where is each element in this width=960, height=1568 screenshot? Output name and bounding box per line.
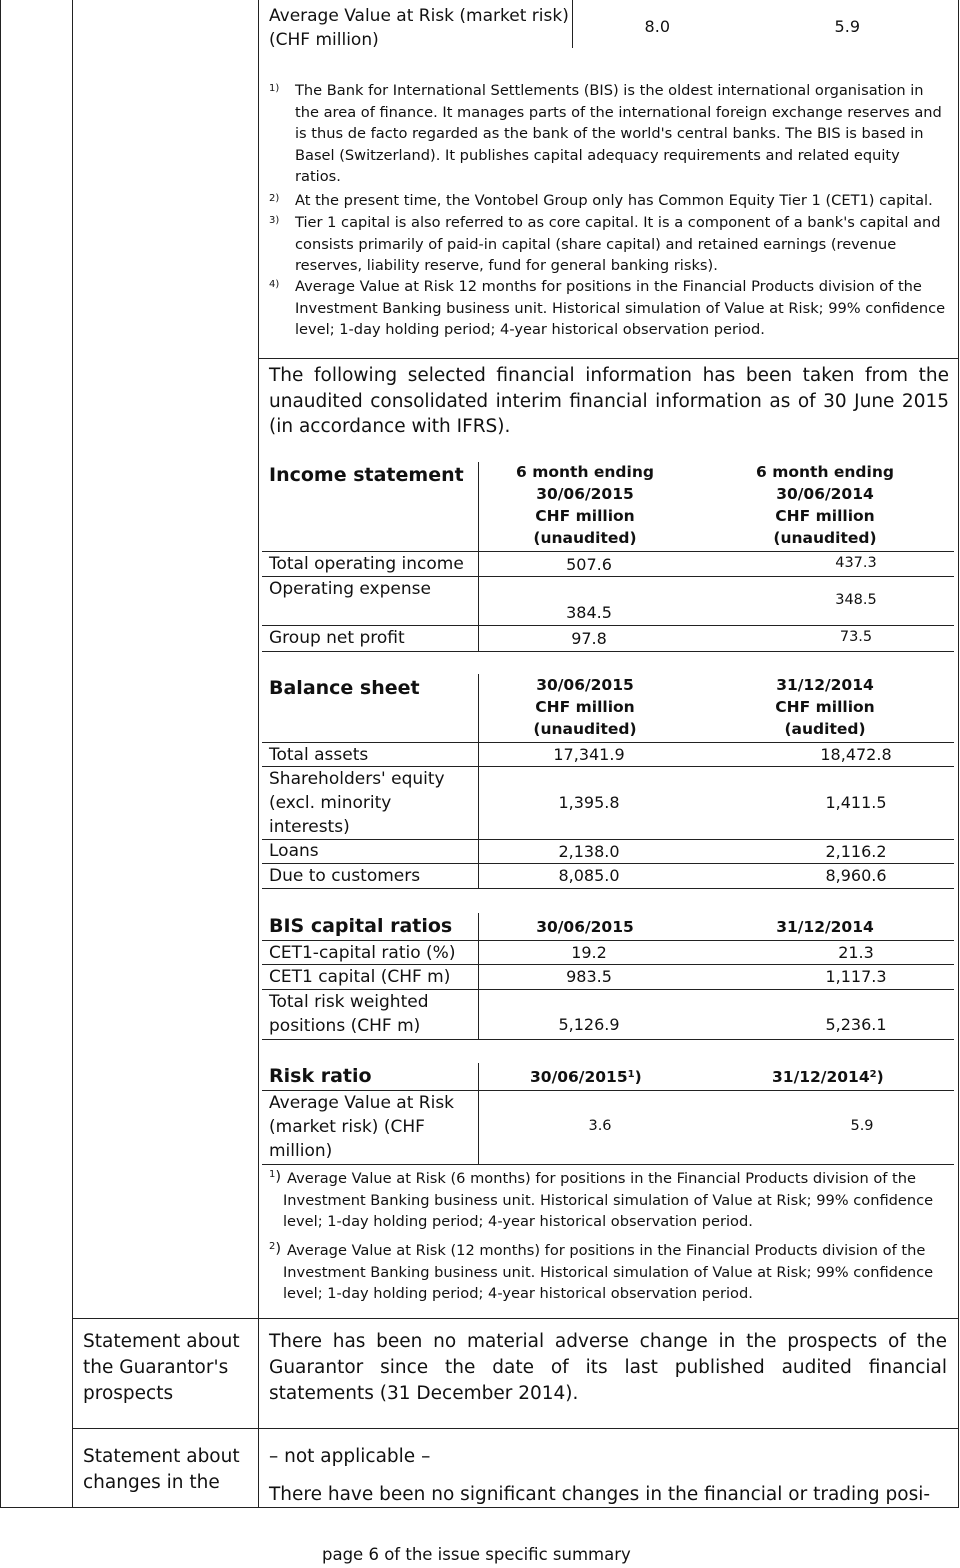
bis-rule-4	[262, 1039, 954, 1040]
balance-row-label: Shareholders' equity (excl. minority interests)	[269, 769, 445, 837]
bis-title: BIS capital ratios	[269, 915, 453, 937]
frame-row-line-2	[72, 1318, 959, 1319]
risk-h1	[495, 1066, 725, 1088]
changes-na: – not applicable –	[269, 1446, 431, 1467]
bis-h1: 30/06/2015	[536, 918, 634, 936]
balance-row-a: 8,085.0	[558, 866, 620, 885]
bis-row-a: 19.2	[571, 943, 607, 962]
risk-divider	[478, 1063, 479, 1165]
top-var-divider	[572, 0, 573, 48]
risk-h1-paren: )	[634, 1068, 642, 1086]
bis-row-label: CET1-capital ratio (%)	[269, 943, 456, 963]
footnote-3-mark: 3)	[269, 215, 280, 226]
income-row-b: 437.3	[835, 555, 877, 571]
income-row-b: 348.5	[835, 592, 877, 608]
risk-note-2-mark: $^2$)	[269, 1240, 282, 1257]
income-h1-line1: 6 month ending	[516, 463, 654, 481]
risk-h2-sup: 2	[869, 1069, 877, 1080]
balance-row-b: 8,960.6	[825, 866, 887, 885]
intro-paragraph: The following selected financial information has been taken from the unaudited consolidated interim financial information as of 30 June 2015 (in accordance with IFRS).	[269, 365, 949, 437]
income-h2-line3: CHF million	[775, 507, 875, 525]
bis-row-b: 5,236.1	[825, 1015, 887, 1034]
income-h2-line4: (unaudited)	[773, 529, 877, 547]
balance-h2-line3: (audited)	[784, 720, 866, 738]
page-footer: page 6 of the issue specific summary	[322, 1545, 631, 1564]
income-h1-line3: CHF million	[535, 507, 635, 525]
risk-note-1: Average Value at Risk (6 months) for positions in the Financial Products division of the Investment Banking business unit. Historical simulation of Value at Risk; 99% confidence level; 1-day holding period; 4-year historical observation period.	[283, 1170, 934, 1230]
risk-h2-date: 31/12/2014	[772, 1068, 870, 1086]
income-rule-4	[262, 651, 954, 652]
balance-row-label: Due to customers	[269, 866, 421, 886]
income-h1-line2: 30/06/2015	[536, 485, 634, 503]
footnote-4-mark: 4)	[269, 279, 280, 290]
risk-h1-sup: 1	[627, 1069, 635, 1080]
footnote-3: Tier 1 capital is also referred to as core capital. It is a component of a bank's capital and consists primarily of paid-in capital (share capital) and retained earnings (revenue reserves, liability reserve, fund for general banking risks).	[295, 214, 941, 274]
income-row-label: Total operating income	[269, 554, 464, 574]
income-title: Income statement	[269, 464, 464, 486]
bis-divider	[478, 913, 479, 1040]
prospects-text: There has been no material adverse change in the prospects of the Guarantor since the date of its last published audited financial statements (31 December 2014).	[269, 1331, 947, 1404]
bis-row-b: 1,117.3	[825, 967, 887, 986]
top-var-2014: 5.9	[834, 17, 860, 36]
income-row-b: 73.5	[839, 629, 873, 645]
footnote-2: At the present time, the Vontobel Group only has Common Equity Tier 1 (CET1) capital.	[295, 192, 933, 209]
risk-h1-date: 30/06/2015	[530, 1068, 628, 1086]
income-h2-line2: 30/06/2014	[776, 485, 874, 503]
balance-divider	[478, 674, 479, 889]
balance-h2-line2: CHF million	[775, 698, 875, 716]
balance-rule-3	[262, 839, 954, 840]
balance-row-b: 1,411.5	[825, 793, 887, 812]
balance-h1-line2: CHF million	[535, 698, 635, 716]
income-row-label: Operating expense	[269, 579, 431, 599]
risk-row-label: Average Value at Risk (market risk) (CHF million)	[269, 1093, 455, 1161]
balance-rule-5	[262, 888, 954, 889]
balance-row-a: 1,395.8	[558, 793, 620, 812]
frame-row-line-1	[258, 358, 959, 359]
risk-h2	[735, 1066, 935, 1088]
risk-title: Risk ratio	[269, 1065, 372, 1087]
risk-h2-paren: )	[876, 1068, 884, 1086]
risk-note-1-mark: $^1$)	[269, 1168, 282, 1185]
footnote-1-mark: 1)	[269, 83, 280, 94]
bis-row-label: CET1 capital (CHF m)	[269, 967, 451, 987]
balance-row-a: 2,138.0	[558, 842, 620, 861]
income-row-a: 507.6	[566, 555, 612, 574]
bis-row-label: Total risk weighted positions (CHF m)	[269, 992, 429, 1036]
balance-row-b: 18,472.8	[820, 745, 892, 764]
risk-row-b: 5.9	[850, 1118, 874, 1134]
balance-h2-line1: 31/12/2014	[776, 676, 874, 694]
footnote-2-mark: 2)	[269, 193, 280, 204]
prospects-label: Statement about the Guarantor's prospects	[83, 1331, 240, 1404]
risk-note-2: Average Value at Risk (12 months) for positions in the Financial Products division of the Investment Banking business unit. Historical simulation of Value at Risk; 99% confidence level; 1-day holding period; 4-year historical observation period.	[283, 1242, 934, 1302]
frame-row-line-3	[72, 1428, 959, 1429]
top-var-2015: 8.0	[644, 17, 670, 36]
balance-title: Balance sheet	[269, 677, 420, 699]
income-h2-line1: 6 month ending	[756, 463, 894, 481]
frame-col1	[72, 0, 73, 1508]
income-row-label: Group net profit	[269, 628, 405, 648]
balance-row-a: 17,341.9	[553, 745, 625, 764]
footnote-4: Average Value at Risk 12 months for positions in the Financial Products division of the Investment Banking business unit. Historical simulation of Value at Risk; 99% confidence level; 1-day holding period; 4-year historical observation period.	[295, 278, 946, 338]
frame-left	[0, 0, 1, 1508]
bis-row-a: 5,126.9	[558, 1015, 620, 1034]
frame-right	[958, 0, 959, 1508]
income-row-a: 384.5	[566, 603, 612, 622]
balance-row-b: 2,116.2	[825, 842, 887, 861]
changes-label: Statement about changes in the	[83, 1446, 240, 1493]
balance-row-label: Total assets	[269, 745, 369, 765]
income-h1-line4: (unaudited)	[533, 529, 637, 547]
income-divider	[478, 462, 479, 652]
income-row-a: 97.8	[571, 629, 607, 648]
frame-col2	[258, 0, 259, 1508]
risk-rule-2	[262, 1164, 954, 1165]
risk-row-a: 3.6	[588, 1118, 612, 1134]
footnote-1: The Bank for International Settlements (BIS) is the oldest international organisation in the area of finance. It manages parts of the international foreign exchange reserves and is thus de facto regarded as the bank of the world's central banks. The BIS is based in Basel (Switzerland). It publishes capital adequacy requirements and related equity ratios.	[295, 82, 942, 185]
balance-h1-line1: 30/06/2015	[536, 676, 634, 694]
top-var-label: Average Value at Risk (market risk) (CHF million)	[269, 6, 569, 50]
bis-row-b: 21.3	[838, 943, 874, 962]
bis-row-a: 983.5	[566, 967, 612, 986]
balance-h1-line3: (unaudited)	[533, 720, 637, 738]
bis-h2: 31/12/2014	[776, 918, 874, 936]
changes-text: There have been no significant changes in the financial or trading posi-	[269, 1484, 931, 1505]
balance-row-label: Loans	[269, 841, 319, 861]
